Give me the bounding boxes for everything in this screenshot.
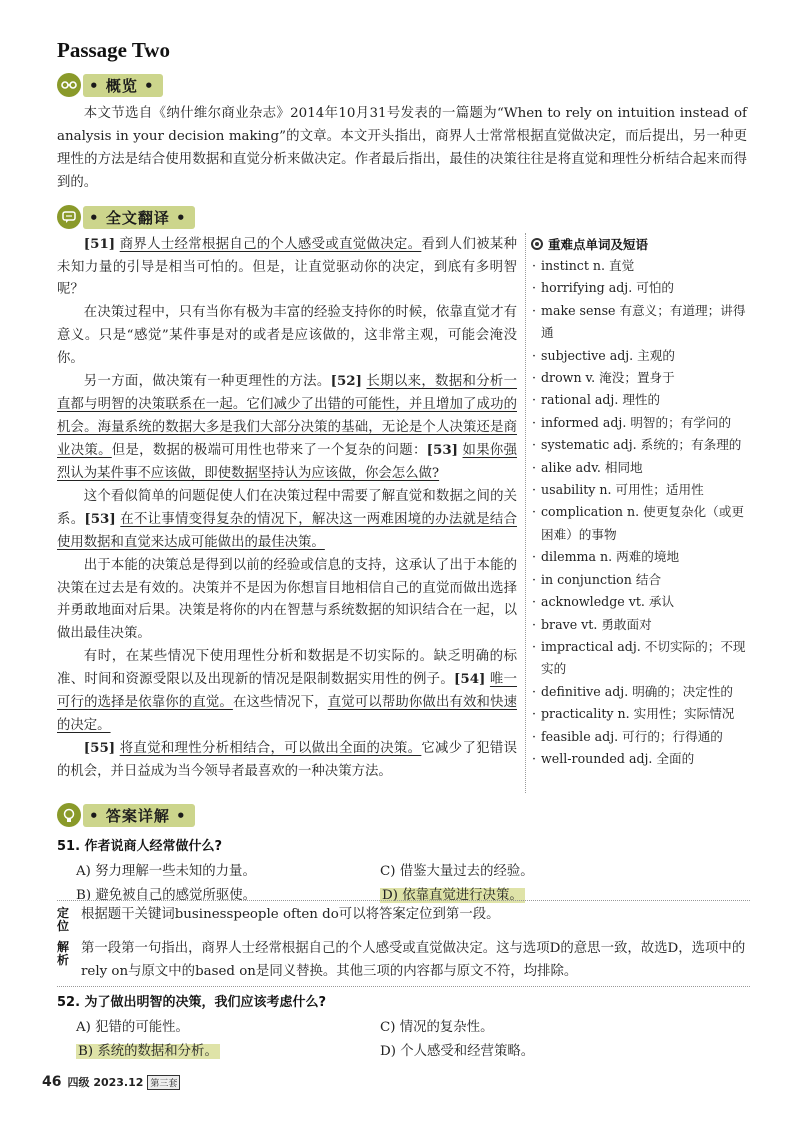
vocab-item: · definitive adj. 明确的；决定性的 xyxy=(531,681,751,703)
overview-title: 概览 xyxy=(105,76,138,95)
magazine-info: 四级 2023.12 xyxy=(67,1076,144,1089)
q52-option-b xyxy=(76,1040,220,1059)
speech-bubble-icon xyxy=(57,205,81,229)
question-51-stem: 51. 作者说商人经常做什么? xyxy=(57,839,223,854)
vocab-item: · subjective adj. 主观的 xyxy=(531,345,751,367)
page-footer xyxy=(42,1074,180,1090)
translation-text xyxy=(57,233,517,784)
glasses-icon xyxy=(57,73,81,97)
locate-tag: 定位 xyxy=(57,906,70,933)
q52-option-a: A) 犯错的可能性。 xyxy=(76,1020,189,1035)
vocab-item: · feasible adj. 可行的；行得通的 xyxy=(531,726,751,748)
page-number: 46 xyxy=(42,1074,62,1090)
vocab-item: · well-rounded adj. 全面的 xyxy=(531,748,751,770)
answers-title: 答案详解 xyxy=(105,806,170,825)
vocab-list xyxy=(531,255,751,770)
q51-analysis-box xyxy=(57,900,750,987)
translation-paragraph: 有时，在某些情况下使用理性分析和数据是不切实际的。缺乏明确的标准、时间和资源受限以及出现新的情况是限制数据实用性的例子。[54] 唯一可行的选择是依靠你的直觉。在这些情况下，直觉可以帮助你做出有效和快速的决定。 xyxy=(57,648,518,733)
vocab-item: · informed adj. 明智的；有学问的 xyxy=(531,412,751,434)
vocab-item: · make sense 有意义；有道理；讲得通 xyxy=(531,300,751,345)
translation-paragraph: [55] 将直觉和理性分析相结合，可以做出全面的决策。它减少了犯错误的机会，并日益成为当今领导者最喜欢的一种决策方法。 xyxy=(57,740,518,780)
question-52-stem: 52. 为了做出明智的决策，我们应该考虑什么? xyxy=(57,995,327,1010)
vocab-item: · usability n. 可用性；适用性 xyxy=(531,479,751,501)
translation-paragraph: 在决策过程中，只有当你有极为丰富的经验支持你的时候，依靠直觉才有意义。只是“感觉”某件事是对的或者是应该做的，这非常主观，可能会淹没你。 xyxy=(57,305,517,366)
vocab-item: · acknowledge vt. 承认 xyxy=(531,591,751,613)
overview-header: • 概览 • xyxy=(57,72,163,98)
lightbulb-icon xyxy=(57,803,81,827)
vocab-item: · drown v. 淹没；置身于 xyxy=(531,367,751,389)
vocab-item: · systematic adj. 系统的；有条理的 xyxy=(531,434,751,456)
translation-paragraph: 另一方面，做决策有一种更理性的方法。[52] 长期以来，数据和分析一直都与明智的决策联系在一起。它们减少了出错的可能性，并且增加了成功的机会。海量系统的数据大多是我们大部分决策的基础，无论是个人决策还是商业决策。但是，数据的极端可用性也带来了一个复杂的问题：[53] 如果你强烈认为某件事不应该做，即使数据坚持认为应该做，你会怎么做? xyxy=(57,373,518,482)
answers-header: • 答案详解 • xyxy=(57,802,195,828)
answer-highlight: B) 系统的数据和分析。 xyxy=(78,1044,218,1059)
target-icon xyxy=(531,238,543,250)
volume-badge: 第三套 xyxy=(147,1075,180,1090)
vocab-item: · alike adv. 相同地 xyxy=(531,457,751,479)
locate-text: 根据题干关键词businesspeople often do可以将答案定位到第一段。 xyxy=(81,907,500,922)
vocabulary-panel xyxy=(531,233,751,770)
translation-paragraph: 这个看似简单的问题促使人们在决策过程中需要了解直觉和数据之间的关系。[53] 在不让事情变得复杂的情况下，解决这一两难困境的办法就是结合使用数据和直觉来达成可能做出的最佳决策。 xyxy=(57,488,518,551)
translation-title: 全文翻译 xyxy=(105,208,170,227)
q51-option-b: B) 避免被自己的感觉所驱使。 xyxy=(76,888,257,903)
q51-option-c: C) 借鉴大量过去的经验。 xyxy=(380,864,534,879)
q52-option-c: C) 情况的复杂性。 xyxy=(380,1020,494,1035)
translation-header: • 全文翻译 • xyxy=(57,204,195,230)
vocab-item: · impractical adj. 不切实际的；不现实的 xyxy=(531,636,751,681)
overview-text: 本文节选自《纳什维尔商业杂志》2014年10月31号发表的一篇题为“When to rely on intuition instead of analysis in your decision making”的文章。本文开头指出，商界人士常常根据直觉做决定，而后提出，另一种更理性的方法是结合使用数据和直觉分析来做决定。作者最后指出，最佳的决策往往是将直觉和理性分析结合起来而得到的。 xyxy=(57,106,747,190)
vocab-title: 重难点单词及短语 xyxy=(548,237,649,252)
answer-highlight: D) 依靠直觉进行决策。 xyxy=(382,888,523,903)
column-divider xyxy=(525,233,526,793)
analysis-tag: 解析 xyxy=(57,940,70,967)
vocab-item: · horrifying adj. 可怕的 xyxy=(531,277,751,299)
translation-paragraph: 出于本能的决策总是得到以前的经验或信息的支持，这承认了出于本能的决策在过去是有效的。决策并不是因为你想盲目地相信自己的直觉而做出选择并勇敢地面对后果。决策是将你的内在智慧与系统数据的知识结合在一起，以做出最佳决策。 xyxy=(57,557,517,641)
vocab-item: · in conjunction 结合 xyxy=(531,569,751,591)
q51-option-a: A) 努力理解一些未知的力量。 xyxy=(76,864,256,879)
vocab-item: · rational adj. 理性的 xyxy=(531,389,751,411)
vocab-item: · brave vt. 勇敢面对 xyxy=(531,614,751,636)
translation-paragraph: [51] 商界人士经常根据自己的个人感受或直觉做决定。看到人们被某种未知力量的引导是相当可怕的。但是，让直觉驱动你的决定，到底有多明智呢？ xyxy=(57,236,518,298)
vocab-item: · complication n. 使更复杂化（或更困难）的事物 xyxy=(531,501,751,546)
vocab-item: · practicality n. 实用性；实际情况 xyxy=(531,703,751,725)
q52-option-d: D) 个人感受和经营策略。 xyxy=(380,1044,535,1059)
vocab-item: · instinct n. 直觉 xyxy=(531,255,751,277)
vocab-item: · dilemma n. 两难的境地 xyxy=(531,546,751,568)
analysis-text: 第一段第一句指出，商界人士经常根据自己的个人感受或直觉做决定。这与选项D的意思一致，故选D，选项中的rely on与原文中的based on是同义替换。其他三项的内容都与原文不符，均排除。 xyxy=(81,941,746,979)
passage-title: Passage Two xyxy=(57,38,170,62)
